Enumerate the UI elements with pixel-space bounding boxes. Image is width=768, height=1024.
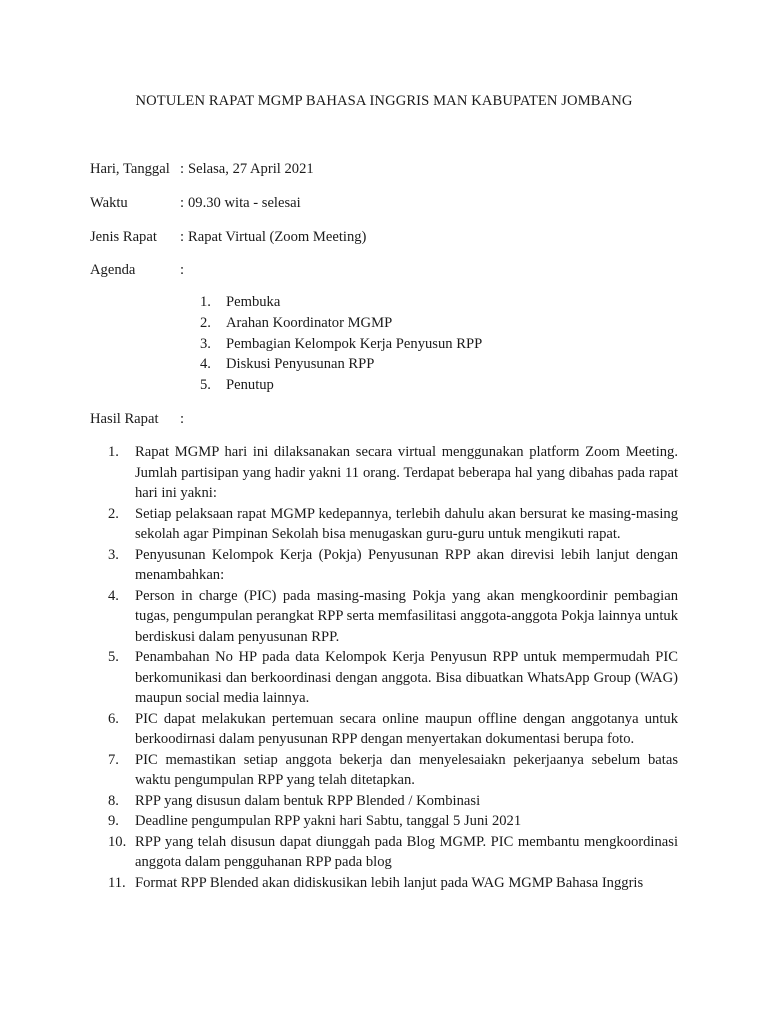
field-colon: : [180,229,185,245]
agenda-item [200,354,482,375]
result-item [108,586,678,648]
agenda-item [200,292,482,313]
result-number: 4. [108,587,119,604]
field-colon: : [180,411,185,427]
agenda-text: Diskusi Penyusunan RPP [226,356,375,373]
result-item [108,750,678,791]
result-item [108,791,678,812]
field-label: Waktu [90,195,128,211]
agenda-text: Pembagian Kelompok Kerja Penyusun RPP [226,335,483,352]
result-text: Penambahan No HP pada data Kelompok Kerja Penyusun RPP untuk mempermudah PIC berkomunikasi dan berkoordinasi dengan anggota. Bisa dibuatkan WhatsApp Group (WAG) maupun social media lainnya. [135,649,678,706]
field-meeting-type [90,227,366,247]
result-number: 8. [108,792,119,809]
result-text: Rapat MGMP hari ini dilaksanakan secara virtual menggunakan platform Zoom Meeting. Jumlah partisipan yang hadir yakni 11 orang. Terdapat beberapa hal yang dibahas pada rapat hari ini yakni: [135,444,678,501]
field-colon: : [180,262,185,278]
agenda-number: 2. [200,314,211,331]
field-agenda [90,260,188,280]
agenda-item [200,375,482,396]
results-list [108,442,678,893]
field-date [90,159,314,179]
result-item [108,873,678,894]
result-number: 3. [108,546,119,563]
agenda-number: 1. [200,294,211,310]
agenda-text: Penutup [226,377,274,394]
field-value: 09.30 wita - selesai [188,195,301,211]
result-number: 11. [108,874,126,891]
result-item [108,442,678,504]
field-label: Hari, Tanggal [90,161,170,177]
agenda-item [200,313,482,334]
result-number: 6. [108,710,119,727]
result-number: 5. [108,649,119,665]
agenda-item [200,334,482,355]
result-item [108,545,678,586]
agenda-list [200,292,482,396]
result-number: 2. [108,505,119,522]
agenda-number: 5. [200,377,211,394]
result-text: Format RPP Blended akan didiskusikan lebih lanjut pada WAG MGMP Bahasa Inggris [135,874,644,891]
document-title: NOTULEN RAPAT MGMP BAHASA INGGRIS MAN KABUPATEN JOMBANG [135,93,633,109]
field-results [90,409,188,429]
result-item [108,504,678,545]
result-text: PIC memastikan setiap anggota bekerja dan menyelesaiakn pekerjaanya sebelum batas waktu pengumpulan RPP yang telah ditetapkan. [135,751,678,788]
result-number: 9. [108,813,119,829]
result-text: Penyusunan Kelompok Kerja (Pokja) Penyusunan RPP akan direvisi lebih lanjut dengan menambahkan: [135,546,678,583]
field-value: Rapat Virtual (Zoom Meeting) [188,229,367,245]
result-text: Person in charge (PIC) pada masing-masing Pokja yang akan mengkoordinir pembagian tugas, pengumpulan perangkat RPP serta memfasilitasi anggota-anggota Pokja lainnya untuk berdiskusi dalam penyusunan RPP. [135,587,678,645]
agenda-number: 4. [200,356,211,373]
result-item [108,832,678,873]
field-value: Selasa, 27 April 2021 [188,161,314,177]
field-label: Jenis Rapat [90,229,157,245]
agenda-text: Arahan Koordinator MGMP [226,314,393,331]
field-label: Agenda [90,262,136,278]
result-text: Setiap pelaksaan rapat MGMP kedepannya, terlebih dahulu akan bersurat ke masing-masing sekolah agar Pimpinan Sekolah bisa menugaskan guru-guru untuk mengikuti rapat. [135,505,678,542]
field-label: Hasil Rapat [90,411,159,427]
result-text: PIC dapat melakukan pertemuan secara online maupun offline dengan anggotanya untuk berkoodirnasi dalam penyusunan RPP dengan menyertakan dokumentasi berupa foto. [135,710,678,747]
field-time [90,193,301,213]
agenda-text: Pembuka [226,294,281,310]
result-number: 7. [108,751,119,768]
result-number: 10. [108,833,127,850]
field-colon: : [180,195,185,211]
result-item [108,647,678,709]
result-text: RPP yang disusun dalam bentuk RPP Blended / Kombinasi [135,792,481,809]
result-number: 1. [108,444,119,460]
result-item [108,709,678,750]
result-item [108,811,678,832]
agenda-number: 3. [200,335,211,352]
result-text: RPP yang telah disusun dapat diunggah pada Blog MGMP. PIC membantu mengkoordinasi anggota dalam pengguhanan RPP pada blog [135,833,678,870]
field-colon: : [180,161,185,177]
result-text: Deadline pengumpulan RPP yakni hari Sabtu, tanggal 5 Juni 2021 [135,813,522,829]
